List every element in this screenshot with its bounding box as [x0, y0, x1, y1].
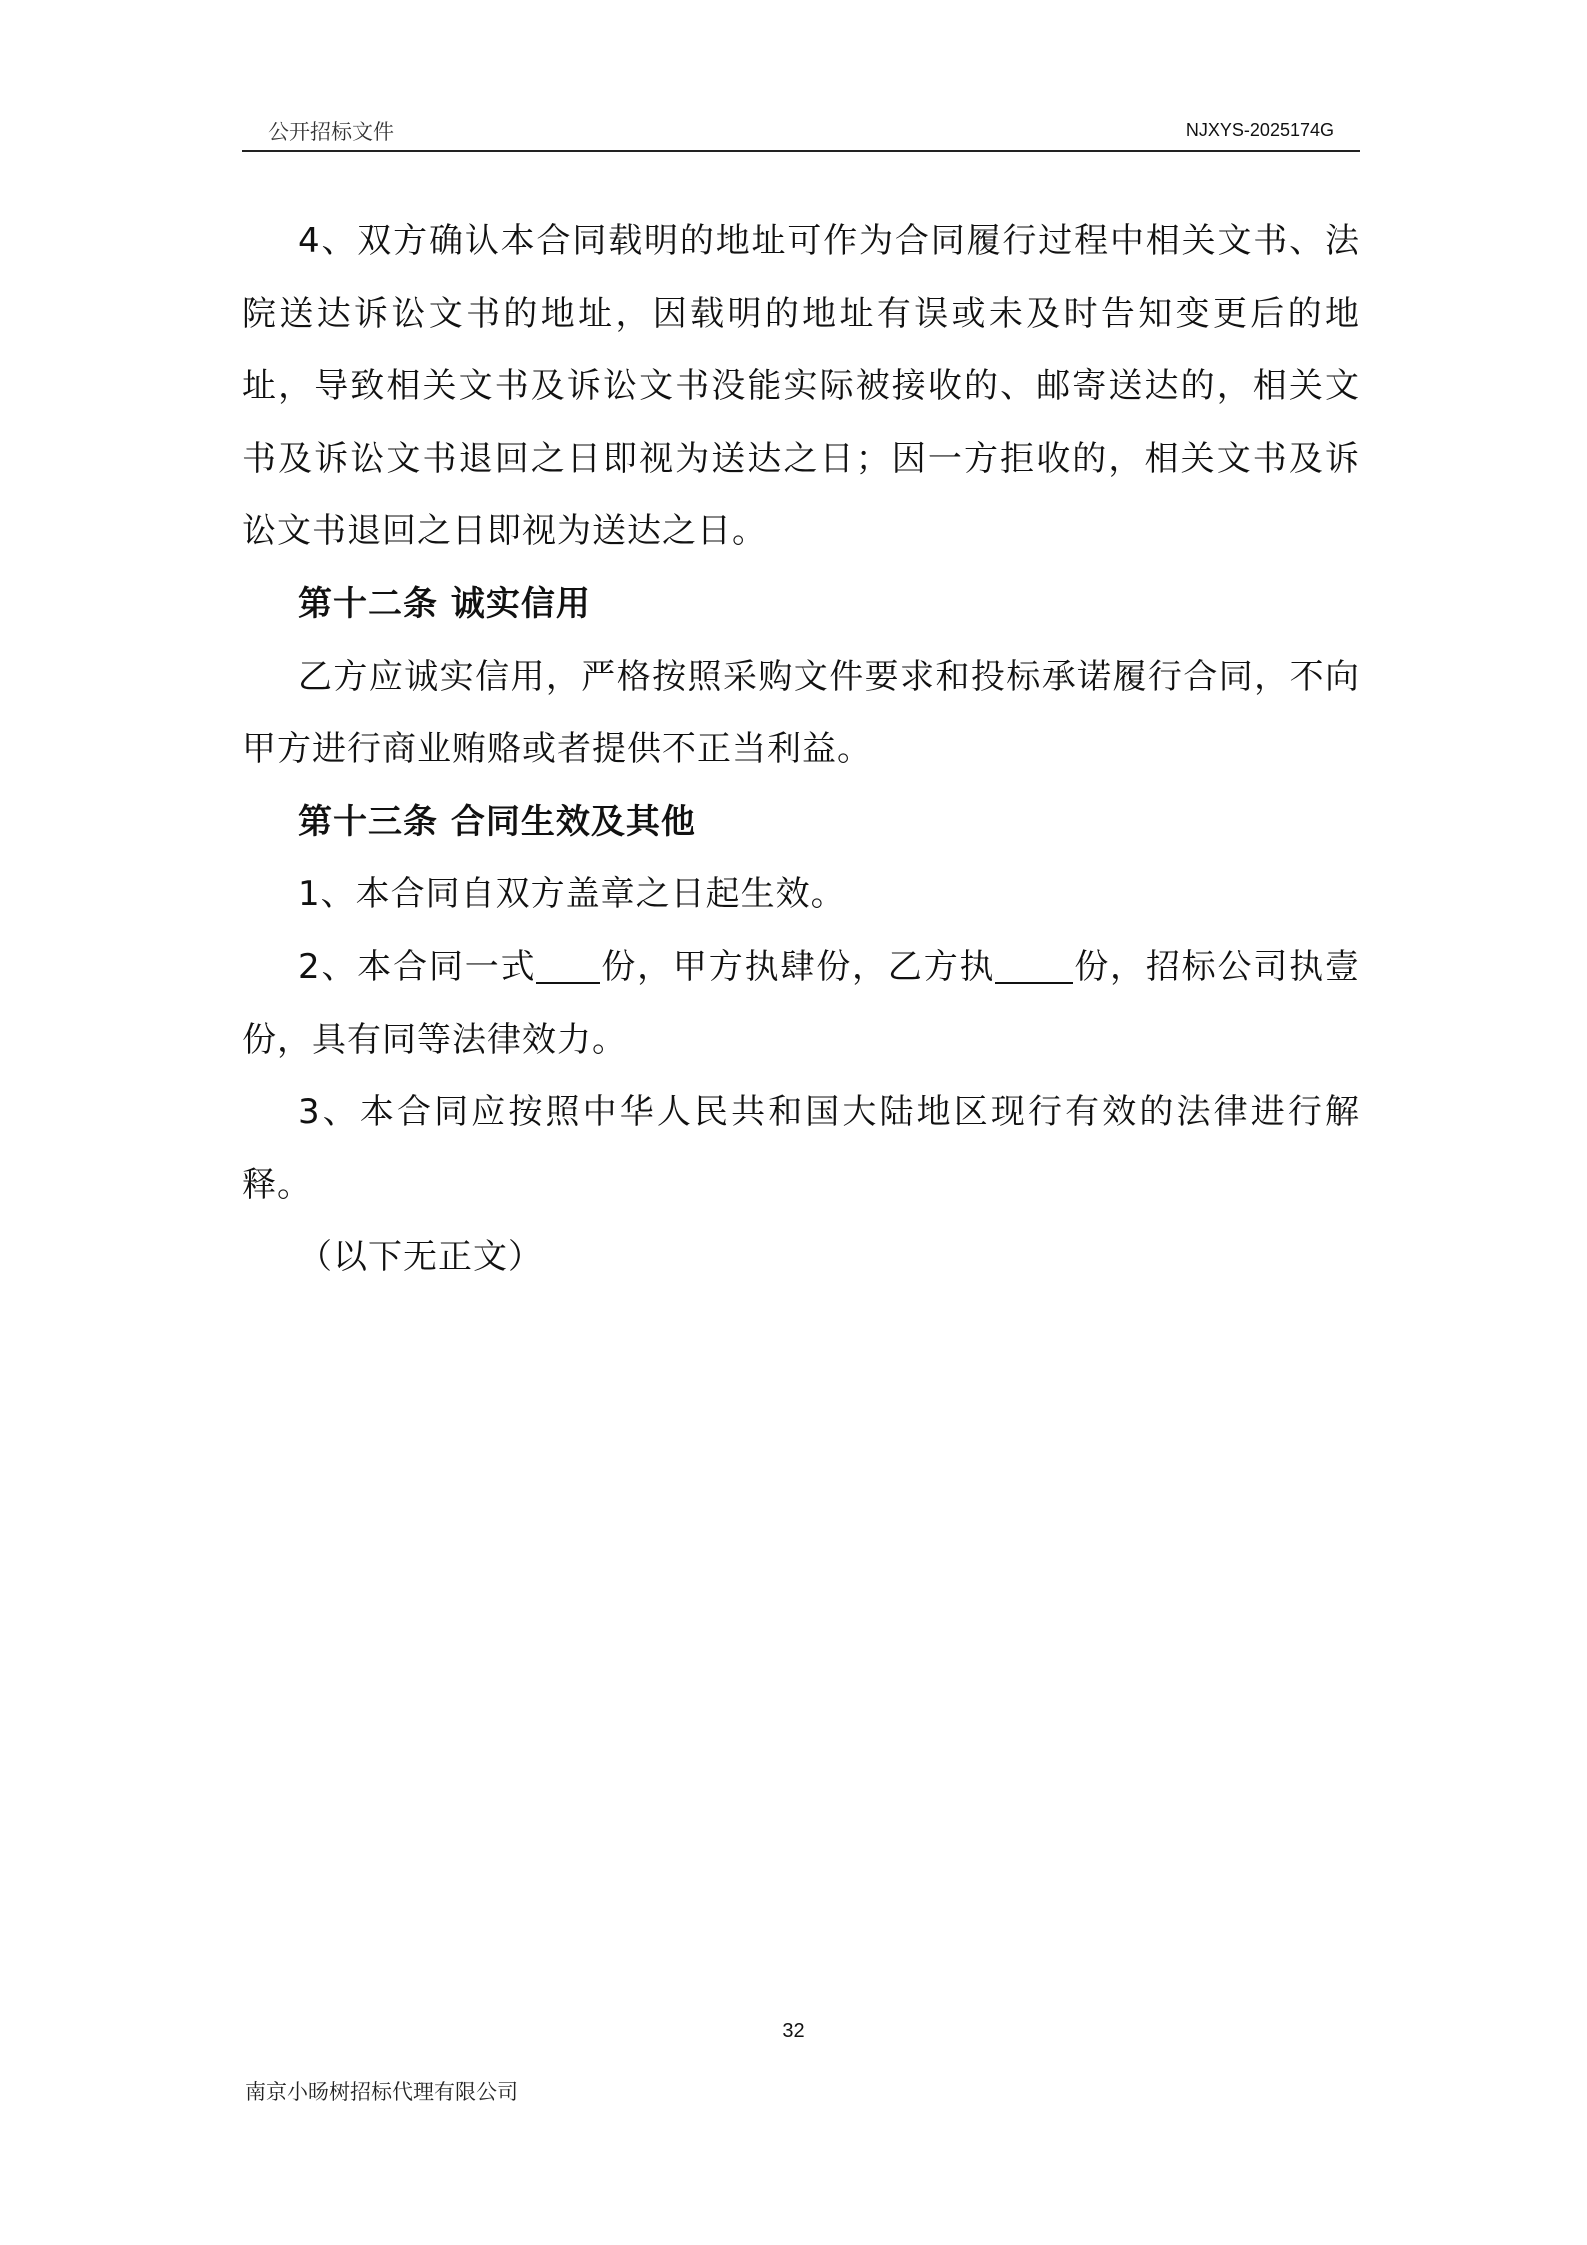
- article-13-item-1: 1、本合同自双方盖章之日起生效。: [298, 874, 846, 915]
- article-12-heading: 第十二条 诚实信用: [298, 583, 591, 624]
- article-12-paragraph: 乙方应诚实信用，严格按照采购文件要求和投标承诺履行合同，不向甲方进行商业贿赂或者提供不正当利益。: [242, 656, 1360, 770]
- item-2-text-a: 2、本合同一式: [298, 946, 537, 987]
- party-b-copies-blank: [995, 948, 1073, 984]
- article-13-heading: 第十三条 合同生效及其他: [298, 801, 696, 842]
- document-body: [242, 205, 1360, 1294]
- article-13-item-3: 3、本合同应按照中华人民共和国大陆地区现行有效的法律进行解释。: [242, 1092, 1360, 1205]
- page-header: [242, 112, 1360, 152]
- clause-4-paragraph: 4、双方确认本合同载明的地址可作为合同履行过程中相关文书、法院送达诉讼文书的地址，因载明的地址有误或未及时告知变更后的地址，导致相关文书及诉讼文书没能实际被接收的、邮寄送达的，相关文书及诉讼文书退回之日即视为送达之日；因一方拒收的，相关文书及诉讼文书退回之日即视为送达之日。: [242, 221, 1360, 552]
- item-2-text-c: 份，招标公司执壹份，具有同等法律效力。: [242, 946, 1360, 1060]
- footer-company-name: 南京小旸树招标代理有限公司: [245, 2080, 518, 2104]
- page-number: 32: [782, 2020, 805, 2042]
- article-13-item-2: [242, 931, 1360, 1076]
- document-type-label: 公开招标文件: [268, 120, 394, 144]
- document-number: NJXYS-2025174G: [1185, 120, 1334, 140]
- end-of-text-note: （以下无正文）: [298, 1237, 543, 1278]
- copies-total-blank: [536, 948, 600, 984]
- item-2-text-b: 份，甲方执肆份，乙方执: [600, 946, 996, 987]
